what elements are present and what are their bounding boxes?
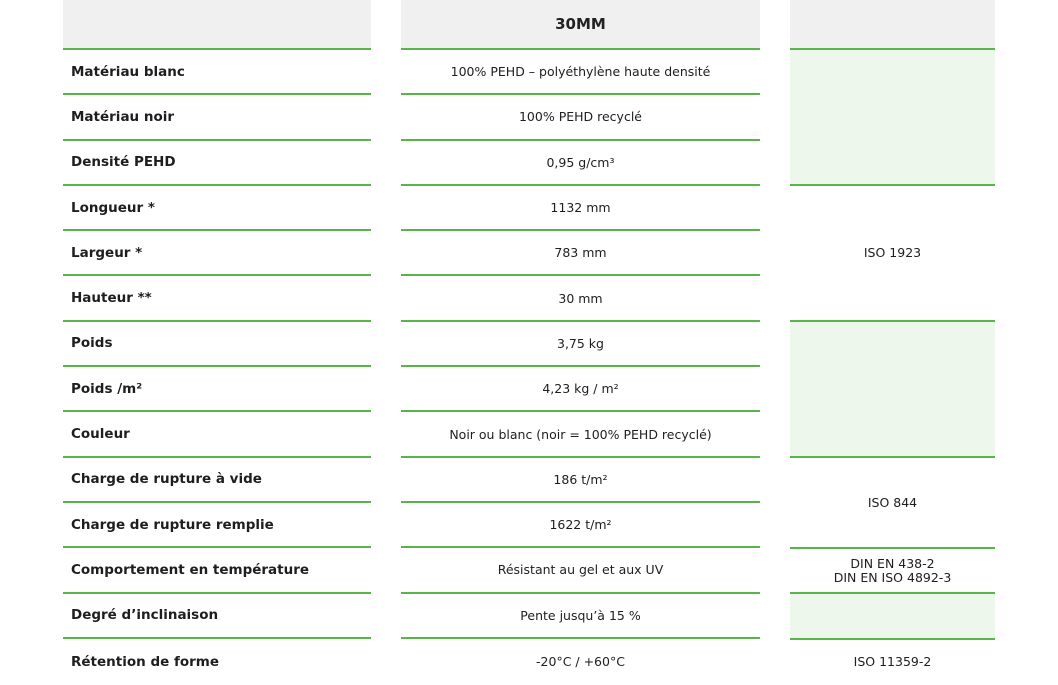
label-header [63,0,371,50]
value-cell: 186 t/m² [401,458,760,503]
norm-block-iso1923: ISO 1923 [790,186,995,322]
value-cell: 0,95 g/cm³ [401,141,760,186]
norm-column [790,0,995,685]
value-cell: 783 mm [401,231,760,276]
label-cell: Longueur * [63,186,371,231]
norm-block-iso11359: ISO 11359-2 [853,654,932,670]
label-cell: Poids /m² [63,367,371,412]
label-cell: Densité PEHD [63,141,371,186]
label-cell: Matériau blanc [63,50,371,95]
value-cell: Noir ou blanc (noir = 100% PEHD recyclé) [401,412,760,457]
label-cell: Matériau noir [63,95,371,140]
norm-block-empty [790,50,995,186]
label-cell: Poids [63,322,371,367]
norm-block-empty [790,322,995,458]
norm-block-din [790,549,995,594]
value-cell: 100% PEHD recyclé [401,95,760,140]
label-cell: Hauteur ** [63,276,371,321]
value-cell: Pente jusqu’à 15 % [401,594,760,639]
label-cell: Largeur * [63,231,371,276]
label-cell: Degré d’inclinaison [63,594,371,639]
value-cell: 100% PEHD – polyéthylène haute densité [401,50,760,95]
norm-block-iso844: ISO 844 [790,458,995,549]
norm-din-2: DIN EN ISO 4892-3 [833,569,952,585]
value-cell: 4,23 kg / m² [401,367,760,412]
label-cell: Comportement en température [63,548,371,593]
label-cell: Charge de rupture à vide [63,458,371,503]
value-cell: Résistant au gel et aux UV [401,548,760,593]
value-cell: 30 mm [401,276,760,321]
value-cell: 1132 mm [401,186,760,231]
label-cell: Rétention de forme [71,653,219,670]
label-column [63,0,371,684]
norm-din-1: DIN EN 438-2 [850,555,935,571]
label-cell: Couleur [63,412,371,457]
label-cell: Charge de rupture remplie [63,503,371,548]
value-cell: -20°C / +60°C [536,654,625,669]
value-cell: 3,75 kg [401,322,760,367]
value-column [401,0,760,684]
norm-header [790,0,995,50]
norm-block-empty [790,594,995,639]
value-header: 30MM [401,0,760,50]
value-cell: 1622 t/m² [401,503,760,548]
